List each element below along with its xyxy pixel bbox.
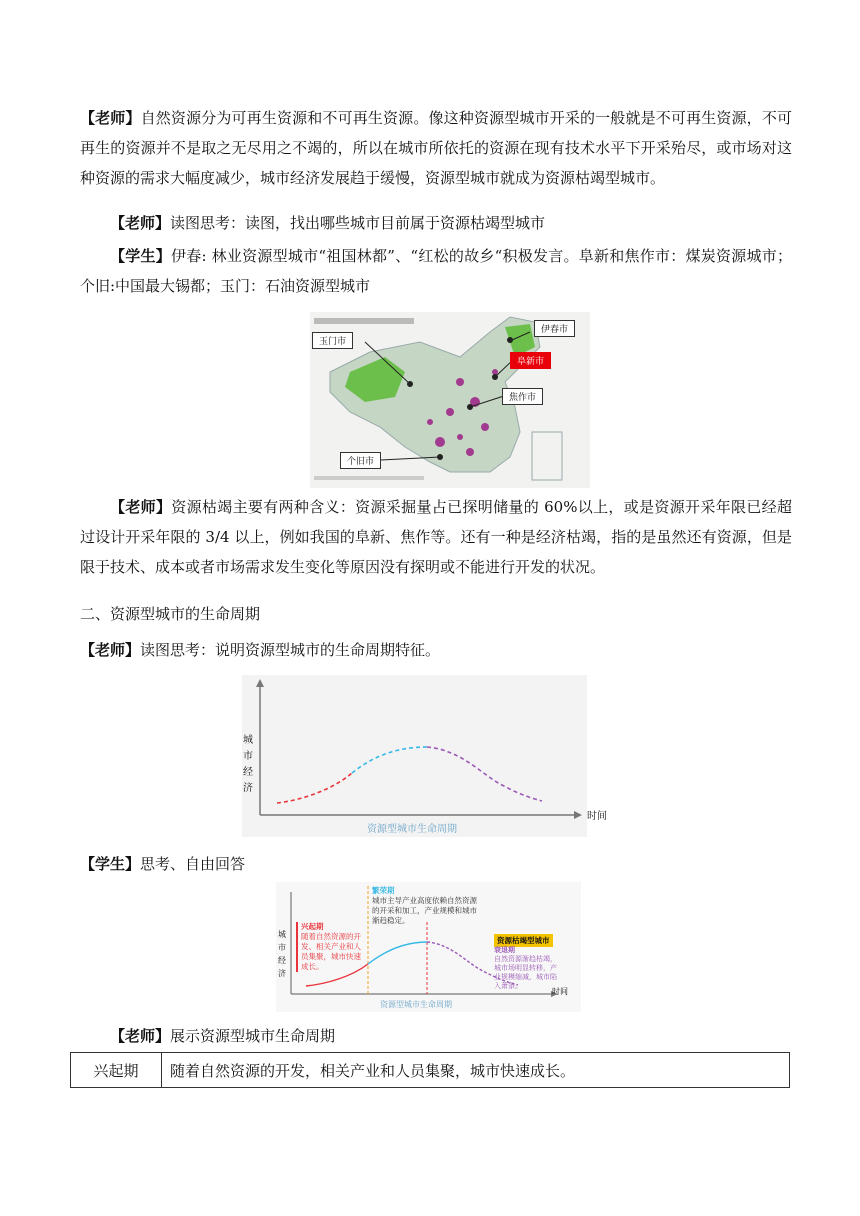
para-teacher-3 xyxy=(80,492,792,582)
south-sea-inset xyxy=(532,432,562,480)
lifecycle-table xyxy=(70,1052,790,1088)
para-text: 读图思考：说明资源型城市的生命周期特征。 xyxy=(140,641,441,659)
para-teacher-4 xyxy=(80,635,792,665)
lifecycle-chart-2 xyxy=(276,882,581,1012)
para-text: 伊春: 林业资源型城市“祖国林都”、“红松的故乡“积极发言。阜新和焦作市：煤炭资源城市；个旧:中国最大锡都；玉门：石油资源型城市 xyxy=(80,247,792,295)
speaker-tag: 【学生】 xyxy=(110,247,171,265)
map-source-bar xyxy=(314,476,424,480)
resource-city-map xyxy=(310,312,590,488)
map-label-yichun: 伊春市 xyxy=(534,320,575,337)
para-teacher-5 xyxy=(80,1021,792,1051)
speaker-tag: 【老师】 xyxy=(110,1027,171,1045)
para-student-1 xyxy=(80,241,792,301)
rise-annotation: 兴起期 随着自然资源的开发、相关产业和人员集聚，城市快速成长。 xyxy=(296,922,365,972)
table-row xyxy=(71,1053,790,1088)
map-label-jiaozuo: 焦作市 xyxy=(502,388,543,405)
lifecycle-graphic-1 xyxy=(242,675,612,837)
stage-cell: 兴起期 xyxy=(71,1053,162,1088)
curve-boom xyxy=(368,942,427,964)
map-title-bar xyxy=(314,318,414,324)
speaker-tag: 【老师】 xyxy=(110,214,171,232)
chart-background xyxy=(242,675,587,837)
para-text: 资源枯竭主要有两种含义：资源采掘量占已探明储量的 60%以上，或是资源开采年限已经超过设计开采年限的 3/4 以上，例如我国的阜新、焦作等。还有一种是经济枯竭，指的是虽然还有资源，但是限于技术、成本或者市场需求发生变化等原因没有探明或不能进行开发的状况。 xyxy=(80,498,792,576)
section-heading: 二、资源型城市的生命周期 xyxy=(80,605,261,623)
map-label-fuxin: 阜新市 xyxy=(510,352,551,369)
chart-caption: 资源型城市生命周期 xyxy=(367,824,457,835)
speaker-tag: 【老师】 xyxy=(110,498,172,516)
para-text: 自然资源分为可再生资源和不可再生资源。像这种资源型城市开采的一般就是不可再生资源，不可再生的资源并不是取之无尽用之不竭的，所以在城市所依托的资源在现有技术水平下开采殆尽，或市场对这种资源的需求大幅度减少，城市经济发展趋于缓慢，资源型城市就成为资源枯竭型城市。 xyxy=(80,109,792,187)
chart-caption: 资源型城市生命周期 xyxy=(380,1000,452,1009)
x-axis-label: 时间 xyxy=(552,987,568,996)
map-label-gejiu: 个旧市 xyxy=(340,452,381,469)
lifecycle-chart-1 xyxy=(242,675,612,837)
para-text: 读图思考：读图，找出哪些城市目前属于资源枯竭型城市 xyxy=(170,214,546,232)
boom-annotation: 繁荣期 城市主导产业高度依赖自然资源的开采和加工，产业规模和城市渐趋稳定。 xyxy=(372,886,477,925)
speaker-tag: 【学生】 xyxy=(80,855,141,873)
speaker-tag: 【老师】 xyxy=(80,109,141,127)
para-teacher-1 xyxy=(80,103,792,193)
y-axis-label: 城 市 经 济 xyxy=(243,735,253,794)
para-student-2 xyxy=(80,849,792,879)
para-text: 展示资源型城市生命周期 xyxy=(170,1027,336,1045)
x-axis-label: 时间 xyxy=(587,811,607,822)
decline-annotation: 衰退期 自然资源渐趋枯竭，城市场明显转移，产业规模缩减，城市陷入萧条。 xyxy=(494,947,557,990)
description-cell: 随着自然资源的开发，相关产业和人员集聚，城市快速成长。 xyxy=(162,1053,790,1088)
exhaust-badge: 资源枯竭型城市 xyxy=(494,934,553,947)
y-axis-label: 城 市 经 济 xyxy=(278,930,286,978)
para-text: 思考、自由回答 xyxy=(140,855,246,873)
map-label-yumen: 玉门市 xyxy=(312,332,353,349)
speaker-tag: 【老师】 xyxy=(80,641,141,659)
para-teacher-2 xyxy=(80,208,792,238)
